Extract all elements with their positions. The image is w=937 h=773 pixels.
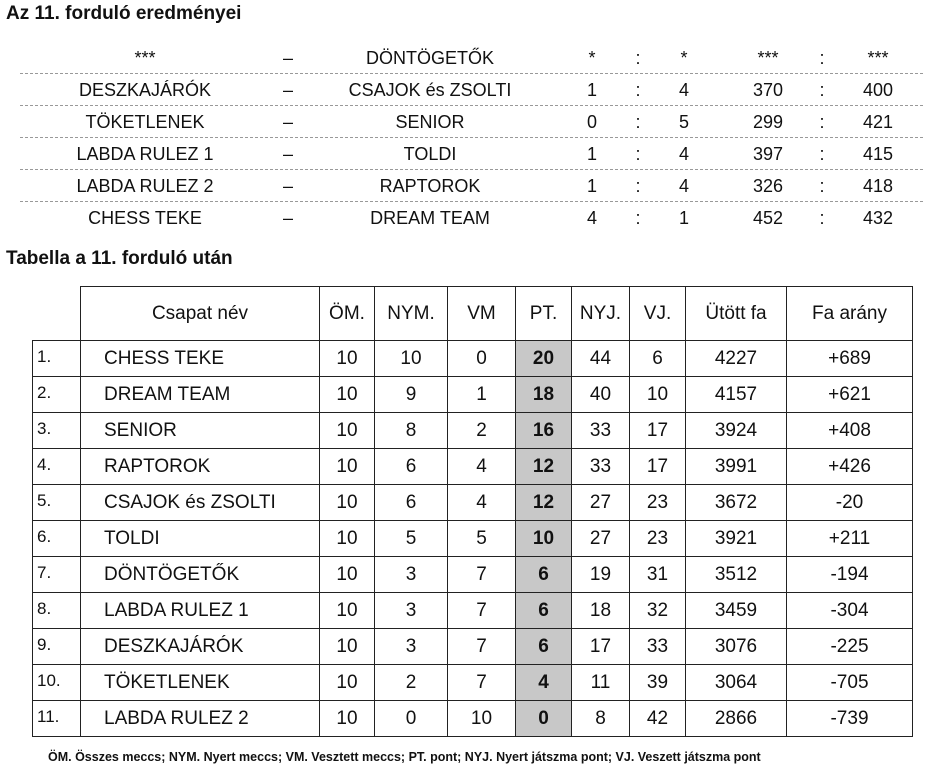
cell-nyj: 19 (572, 557, 630, 593)
cell-fa: 3076 (686, 629, 787, 665)
cell-team: TOLDI (81, 521, 320, 557)
header-pt: PT. (516, 287, 572, 341)
cell-vm: 4 (448, 449, 516, 485)
cell-nym: 6 (375, 485, 448, 521)
cell-rank: 3. (33, 413, 81, 449)
cell-nym: 8 (375, 413, 448, 449)
result-sep1: : (635, 144, 641, 164)
result-home: LABDA RULEZ 1 (76, 144, 214, 164)
cell-arany: -194 (787, 557, 913, 593)
cell-vm: 7 (448, 593, 516, 629)
table-row (33, 413, 913, 449)
result-f1: 397 (752, 144, 784, 164)
result-away: RAPTOROK (379, 176, 481, 196)
result-row (20, 202, 923, 234)
cell-vj: 23 (630, 485, 686, 521)
header-nyj: NYJ. (572, 287, 630, 341)
cell-rank: 2. (33, 377, 81, 413)
result-dash: – (282, 80, 293, 100)
cell-vm: 7 (448, 557, 516, 593)
header-team: Csapat név (81, 287, 320, 341)
cell-om: 10 (320, 557, 375, 593)
result-s2: 1 (678, 208, 689, 228)
cell-rank: 4. (33, 449, 81, 485)
header-vm: VM (448, 287, 516, 341)
cell-nyj: 27 (572, 521, 630, 557)
cell-fa: 3064 (686, 665, 787, 701)
result-away: SENIOR (395, 112, 465, 132)
header-om: ÖM. (320, 287, 375, 341)
cell-vj: 42 (630, 701, 686, 737)
cell-vm: 7 (448, 629, 516, 665)
cell-nym: 6 (375, 449, 448, 485)
table-row (33, 557, 913, 593)
table-row (33, 341, 913, 377)
cell-nyj: 33 (572, 413, 630, 449)
cell-vm: 0 (448, 341, 516, 377)
cell-nym: 5 (375, 521, 448, 557)
cell-om: 10 (320, 593, 375, 629)
result-home: *** (134, 48, 156, 68)
result-sep1: : (635, 48, 641, 68)
result-row (20, 170, 923, 202)
result-s1: 4 (586, 208, 597, 228)
cell-fa: 3672 (686, 485, 787, 521)
cell-arany: +426 (787, 449, 913, 485)
cell-team: DÖNTÖGETŐK (81, 557, 320, 593)
cell-om: 10 (320, 665, 375, 701)
cell-vj: 39 (630, 665, 686, 701)
result-sep2: : (819, 48, 825, 68)
cell-arany: +621 (787, 377, 913, 413)
cell-vj: 17 (630, 449, 686, 485)
cell-rank: 6. (33, 521, 81, 557)
result-s2: 4 (678, 144, 689, 164)
table-row (33, 593, 913, 629)
cell-fa: 3512 (686, 557, 787, 593)
cell-pt: 12 (516, 449, 572, 485)
result-s2: 4 (678, 176, 689, 196)
cell-team: DREAM TEAM (81, 377, 320, 413)
result-dash: – (282, 112, 293, 132)
result-f1: 299 (752, 112, 784, 132)
table-row (33, 521, 913, 557)
cell-nym: 3 (375, 593, 448, 629)
cell-rank: 1. (33, 341, 81, 377)
result-home: DESZKAJÁRÓK (78, 80, 212, 100)
cell-vj: 32 (630, 593, 686, 629)
cell-nyj: 40 (572, 377, 630, 413)
result-home: LABDA RULEZ 2 (76, 176, 214, 196)
cell-rank: 8. (33, 593, 81, 629)
cell-fa: 3991 (686, 449, 787, 485)
result-dash: – (282, 48, 293, 68)
result-f2: 415 (862, 144, 894, 164)
cell-pt: 18 (516, 377, 572, 413)
cell-vj: 17 (630, 413, 686, 449)
cell-om: 10 (320, 485, 375, 521)
cell-pt: 0 (516, 701, 572, 737)
result-sep2: : (819, 80, 825, 100)
cell-fa: 2866 (686, 701, 787, 737)
table-row (33, 377, 913, 413)
cell-rank: 9. (33, 629, 81, 665)
cell-arany: +689 (787, 341, 913, 377)
cell-vm: 4 (448, 485, 516, 521)
cell-team: CSAJOK és ZSOLTI (81, 485, 320, 521)
standings-table (32, 286, 913, 737)
cell-om: 10 (320, 629, 375, 665)
cell-vj: 31 (630, 557, 686, 593)
result-dash: – (282, 176, 293, 196)
result-f1: 370 (752, 80, 784, 100)
result-f2: 421 (862, 112, 894, 132)
cell-om: 10 (320, 701, 375, 737)
result-dash: – (282, 144, 293, 164)
cell-rank: 10. (33, 665, 81, 701)
cell-fa: 4157 (686, 377, 787, 413)
result-f1: 326 (752, 176, 784, 196)
result-s2: 5 (678, 112, 689, 132)
cell-om: 10 (320, 341, 375, 377)
cell-fa: 3459 (686, 593, 787, 629)
standings-heading: Tabella a 11. forduló után (6, 248, 233, 269)
cell-nyj: 33 (572, 449, 630, 485)
cell-nyj: 8 (572, 701, 630, 737)
cell-arany: -739 (787, 701, 913, 737)
result-dash: – (282, 208, 293, 228)
cell-vm: 5 (448, 521, 516, 557)
result-s1: * (588, 48, 596, 68)
results-heading: Az 11. forduló eredményei (6, 3, 242, 24)
cell-fa: 4227 (686, 341, 787, 377)
cell-team: SENIOR (81, 413, 320, 449)
cell-vj: 23 (630, 521, 686, 557)
cell-vm: 2 (448, 413, 516, 449)
cell-team: CHESS TEKE (81, 341, 320, 377)
table-row (33, 485, 913, 521)
result-f1: *** (757, 48, 779, 68)
cell-om: 10 (320, 413, 375, 449)
cell-nyj: 27 (572, 485, 630, 521)
cell-nym: 10 (375, 341, 448, 377)
result-home: TÖKETLENEK (85, 112, 205, 132)
cell-team: DESZKAJÁRÓK (81, 629, 320, 665)
result-s1: 0 (586, 112, 597, 132)
result-sep1: : (635, 176, 641, 196)
cell-pt: 16 (516, 413, 572, 449)
cell-pt: 6 (516, 557, 572, 593)
result-f1: 452 (752, 208, 784, 228)
result-s1: 1 (586, 80, 597, 100)
result-home: CHESS TEKE (88, 208, 202, 228)
cell-pt: 20 (516, 341, 572, 377)
result-sep1: : (635, 80, 641, 100)
cell-vj: 10 (630, 377, 686, 413)
cell-nyj: 17 (572, 629, 630, 665)
result-s2: 4 (678, 80, 689, 100)
result-row (20, 138, 923, 170)
header-vj: VJ. (630, 287, 686, 341)
result-away: TOLDI (403, 144, 457, 164)
cell-nym: 3 (375, 629, 448, 665)
table-row (33, 665, 913, 701)
result-f2: *** (867, 48, 889, 68)
cell-vm: 1 (448, 377, 516, 413)
cell-rank: 7. (33, 557, 81, 593)
cell-team: LABDA RULEZ 2 (81, 701, 320, 737)
cell-pt: 10 (516, 521, 572, 557)
header-nym: NYM. (375, 287, 448, 341)
result-f2: 418 (862, 176, 894, 196)
result-f2: 432 (862, 208, 894, 228)
cell-nyj: 44 (572, 341, 630, 377)
table-row (33, 449, 913, 485)
result-away: DÖNTÖGETŐK (365, 48, 494, 68)
result-sep2: : (819, 144, 825, 164)
cell-om: 10 (320, 449, 375, 485)
cell-arany: -20 (787, 485, 913, 521)
header-blank (33, 287, 81, 341)
result-row (20, 74, 923, 106)
table-row (33, 701, 913, 737)
table-row (33, 629, 913, 665)
result-sep1: : (635, 112, 641, 132)
cell-arany: -304 (787, 593, 913, 629)
cell-om: 10 (320, 521, 375, 557)
cell-arany: +211 (787, 521, 913, 557)
result-sep2: : (819, 112, 825, 132)
cell-nym: 2 (375, 665, 448, 701)
cell-nym: 0 (375, 701, 448, 737)
cell-arany: -225 (787, 629, 913, 665)
cell-arany: +408 (787, 413, 913, 449)
legend-note: ÖM. Összes meccs; NYM. Nyert meccs; VM. Vesztett meccs; PT. pont; NYJ. Nyert játszma pont; VJ. Veszett játszma pont (48, 750, 761, 764)
header-utott-fa: Ütött fa (686, 287, 787, 341)
cell-vj: 33 (630, 629, 686, 665)
cell-om: 10 (320, 377, 375, 413)
cell-vj: 6 (630, 341, 686, 377)
result-away: CSAJOK és ZSOLTI (348, 80, 512, 100)
cell-nyj: 18 (572, 593, 630, 629)
cell-nyj: 11 (572, 665, 630, 701)
cell-team: RAPTOROK (81, 449, 320, 485)
cell-pt: 12 (516, 485, 572, 521)
result-away: DREAM TEAM (370, 208, 490, 228)
cell-rank: 11. (33, 701, 81, 737)
result-row (20, 42, 923, 74)
cell-nym: 3 (375, 557, 448, 593)
result-s2: * (680, 48, 688, 68)
result-s1: 1 (586, 144, 597, 164)
cell-vm: 7 (448, 665, 516, 701)
cell-team: LABDA RULEZ 1 (81, 593, 320, 629)
cell-vm: 10 (448, 701, 516, 737)
cell-fa: 3924 (686, 413, 787, 449)
cell-team: TÖKETLENEK (81, 665, 320, 701)
cell-pt: 6 (516, 593, 572, 629)
standings-header-row (33, 287, 913, 341)
cell-nym: 9 (375, 377, 448, 413)
result-f2: 400 (862, 80, 894, 100)
cell-arany: -705 (787, 665, 913, 701)
cell-pt: 4 (516, 665, 572, 701)
cell-fa: 3921 (686, 521, 787, 557)
result-sep2: : (819, 176, 825, 196)
result-sep2: : (819, 208, 825, 228)
cell-rank: 5. (33, 485, 81, 521)
header-fa-arany: Fa arány (787, 287, 913, 341)
result-sep1: : (635, 208, 641, 228)
cell-pt: 6 (516, 629, 572, 665)
result-row (20, 106, 923, 138)
result-s1: 1 (586, 176, 597, 196)
